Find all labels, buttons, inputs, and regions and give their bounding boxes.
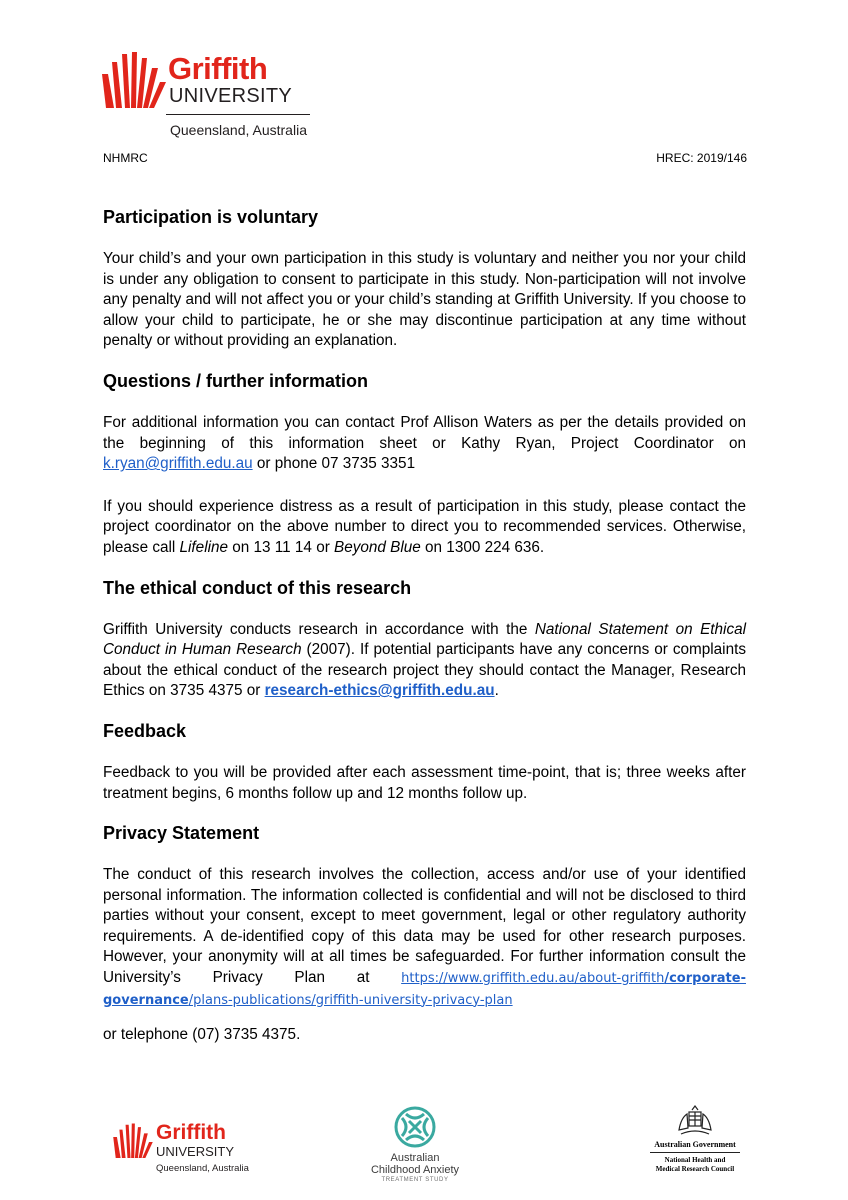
heading-voluntary: Participation is voluntary [103,207,319,227]
footer-griffith-university: UNIVERSITY [156,1144,235,1159]
gov-divider [650,1152,740,1153]
heading-questions: Questions / further information [103,370,369,391]
beyond-blue-name: Beyond Blue [334,538,421,556]
heading-privacy: Privacy Statement [103,823,260,844]
paragraph-privacy [103,865,746,1011]
distress-text: If you should experience distress as a result of participation in this study, please contact the project coordinator on the above number to direct you to recommended services. Otherwise, please call [103,497,746,556]
national-statement-title: National Statement on Ethical Conduct in Human Research [103,620,746,659]
paragraph-voluntary: Your child’s and your own participation in this study is voluntary and neither you nor your child is under any obligation to consent to participate in this study. Non-participation will not involve any penalty and will not affect you or your child’s standing at Griffith University. If you choose to allow your child to participate, he or she may discontinue participation at any time without penalty or without providing an explanation. [103,250,746,350]
footer-aca-logo [355,1104,475,1189]
griffith-flame-icon [100,52,168,112]
heading-feedback: Feedback [103,720,187,741]
paragraph-questions-contact [103,413,746,475]
footer-nhmrc-logo [640,1104,750,1184]
aca-line-2: Childhood Anxiety [370,1164,460,1176]
ethical-intro-text: Griffith University conducts research in accordance with the [103,620,535,638]
gov-line-2: National Health and [664,1156,726,1164]
privacy-url-part-1: https://www.griffith.edu.au/about-griffith [401,971,665,987]
paragraph-ethical [103,620,746,702]
coordinator-email-link[interactable]: k.ryan@griffith.edu.au [103,455,253,473]
logo-location-text: Queensland, Australia [170,122,307,138]
questions-contact-text: For additional information you can contact Prof Allison Waters as per the details provided on the beginning of this information sheet or Kathy Ryan, Project Coordinator on [103,413,746,452]
footer-griffith-logo [112,1118,262,1178]
privacy-url-part-2: /corporate-governance [103,971,746,1008]
ethical-contact-text: (2007). If potential participants have any concerns or complaints about the ethical conduct of the research project they should contact the Manager, Research Ethics on 3735 4375 or [103,641,746,700]
footer-griffith-brand: Griffith [156,1121,226,1144]
research-ethics-email-link[interactable]: research-ethics@griffith.edu.au [264,682,495,700]
gov-line-3: Medical Research Council [655,1165,735,1173]
lifeline-name: Lifeline [179,538,229,556]
paragraph-questions-distress [103,497,746,559]
paragraph-feedback: Feedback to you will be provided after each assessment time-point, that is; three weeks after treatment begins, 6 months follow up and 12 months follow up. [103,763,746,802]
griffith-logo [100,50,315,145]
footer-griffith-location: Queensland, Australia [156,1163,249,1174]
logo-divider [166,114,310,115]
privacy-text: The conduct of this research involves the collection, access and/or use of your identified personal information. The information collected is confidential and will not be disclosed to third parties without your consent, except to meet government, legal or other regulatory authority requirements. A de-identified copy of this data may be used for other research purposes. However, your anonymity will at all times be safeguarded. For further information consult the University’s Privacy Plan at [103,866,746,987]
logo-university-text: UNIVERSITY [169,85,293,107]
document-body [103,204,746,1046]
lifeline-number-text: on 13 11 14 or [228,538,335,556]
header-right-code: HREC: 2019/146 [656,151,747,165]
gov-line-1: Australian Government [654,1140,736,1149]
header-left-code: NHMRC [103,151,148,165]
ethical-period: . [494,682,499,700]
aca-line-1: Australian [390,1152,440,1164]
aca-line-3: TREATMENT STUDY [381,1177,449,1183]
aca-knot-icon [392,1104,438,1150]
beyond-blue-number-text: on 1300 224 636. [420,538,545,556]
heading-ethical: The ethical conduct of this research [103,577,412,598]
footer-griffith-flame-icon [112,1122,154,1162]
questions-phone-text: or phone 07 3735 3351 [252,455,416,473]
paragraph-privacy-telephone: or telephone (07) 3735 4375. [103,1026,301,1044]
coat-of-arms-icon [675,1104,715,1138]
logo-brand-text: Griffith [168,51,268,86]
privacy-url-part-3: /plans-publications/griffith-university-privacy-plan [188,992,513,1008]
